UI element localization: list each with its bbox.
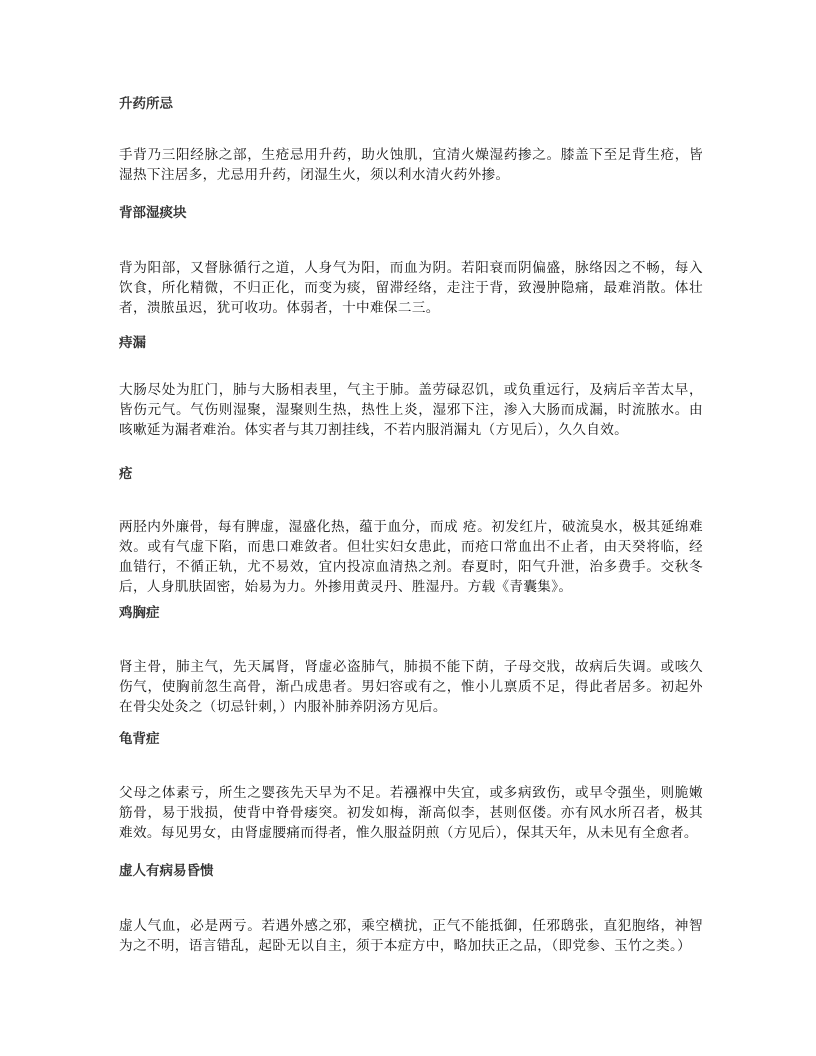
section-body: 两胫内外廉骨，每有脾虚，湿盛化热，蕴于血分，而成 疮。初发红片，破流臭水，极其延绵难效。或有气虚下陷，而患口难敛者。但壮实妇女患此，而疮口常血出不止者，由天癸将临，经血错行，不循正轨，尤不易效，宜内投凉血清热之剂。春夏时，阳气升泄，治多费手。交秋冬后，人身肌肤固密，始易为力。外掺用黄灵丹、胜湿丹。方载《青囊集》。 xyxy=(119,519,703,595)
section-body: 手背乃三阳经脉之部，生疮忌用升药，助火蚀肌，宜清火燥湿药掺之。膝盖下至足背生疮，皆湿热下注居多，尤忌用升药，闭湿生火，须以利水清火药外掺。 xyxy=(119,147,703,183)
section-heading: 疮 xyxy=(119,466,133,482)
section-heading: 鸡胸症 xyxy=(119,605,160,621)
section-heading: 痔漏 xyxy=(119,335,146,351)
section-heading: 升药所忌 xyxy=(119,96,173,112)
section-heading: 龟背症 xyxy=(119,731,160,747)
section-heading: 背部湿痰块 xyxy=(119,205,187,221)
section-body: 大肠尽处为肛门，肺与大肠相表里，气主于肺。盖劳碌忍饥，或负重远行，及病后辛苦太早，皆伤元气。气伤则湿聚，湿聚则生热，热性上炎，湿邪下注，渗入大肠而成漏，时流脓水。由咳嗽延为漏者难治。体实者与其刀割挂线，不若内服消漏丸（方见后），久久自效。 xyxy=(119,382,703,438)
section-body: 背为阳部，又督脉循行之道，人身气为阳，而血为阴。若阳衰而阴偏盛，脉络因之不畅，每入饮食，所化精微，不归正化，而变为痰，留滞经络，走注于背，致漫肿隐痛，最难消散。体壮者，溃脓虽迟，犹可收功。体弱者，十中难保二三。 xyxy=(119,260,703,316)
section-heading: 虚人有病易昏愦 xyxy=(119,863,214,879)
section-body: 父母之体素亏，所生之婴孩先天早为不足。若襁褓中失宜，或多病致伤，或早令强坐，则脆嫩筋骨，易于戕损，使背中脊骨痿突。初发如梅，渐高似李，甚则伛偻。亦有风水所召者，极其难效。每见男女，由肾虚腰痛而得者，惟久服益阴煎（方见后），保其天年，从未见有全愈者。 xyxy=(119,785,703,841)
section-body: 虚人气血，必是两亏。若遇外感之邪，乘空横扰，正气不能抵御，任邪鸱张，直犯胞络，神智为之不明，语言错乱，起卧无以自主，须于本症方中，略加扶正之品，（即党参、玉竹之类。） xyxy=(119,918,703,954)
section-body: 肾主骨，肺主气，先天属肾，肾虚必盗肺气，肺损不能下荫，子母交戕，故病后失调。或咳久伤气，使胸前忽生高骨，渐凸成患者。男妇容或有之，惟小儿禀质不足，得此者居多。初起外在骨尖处灸之（切忌针刺，）内服补肺养阴汤方见后。 xyxy=(119,659,703,715)
